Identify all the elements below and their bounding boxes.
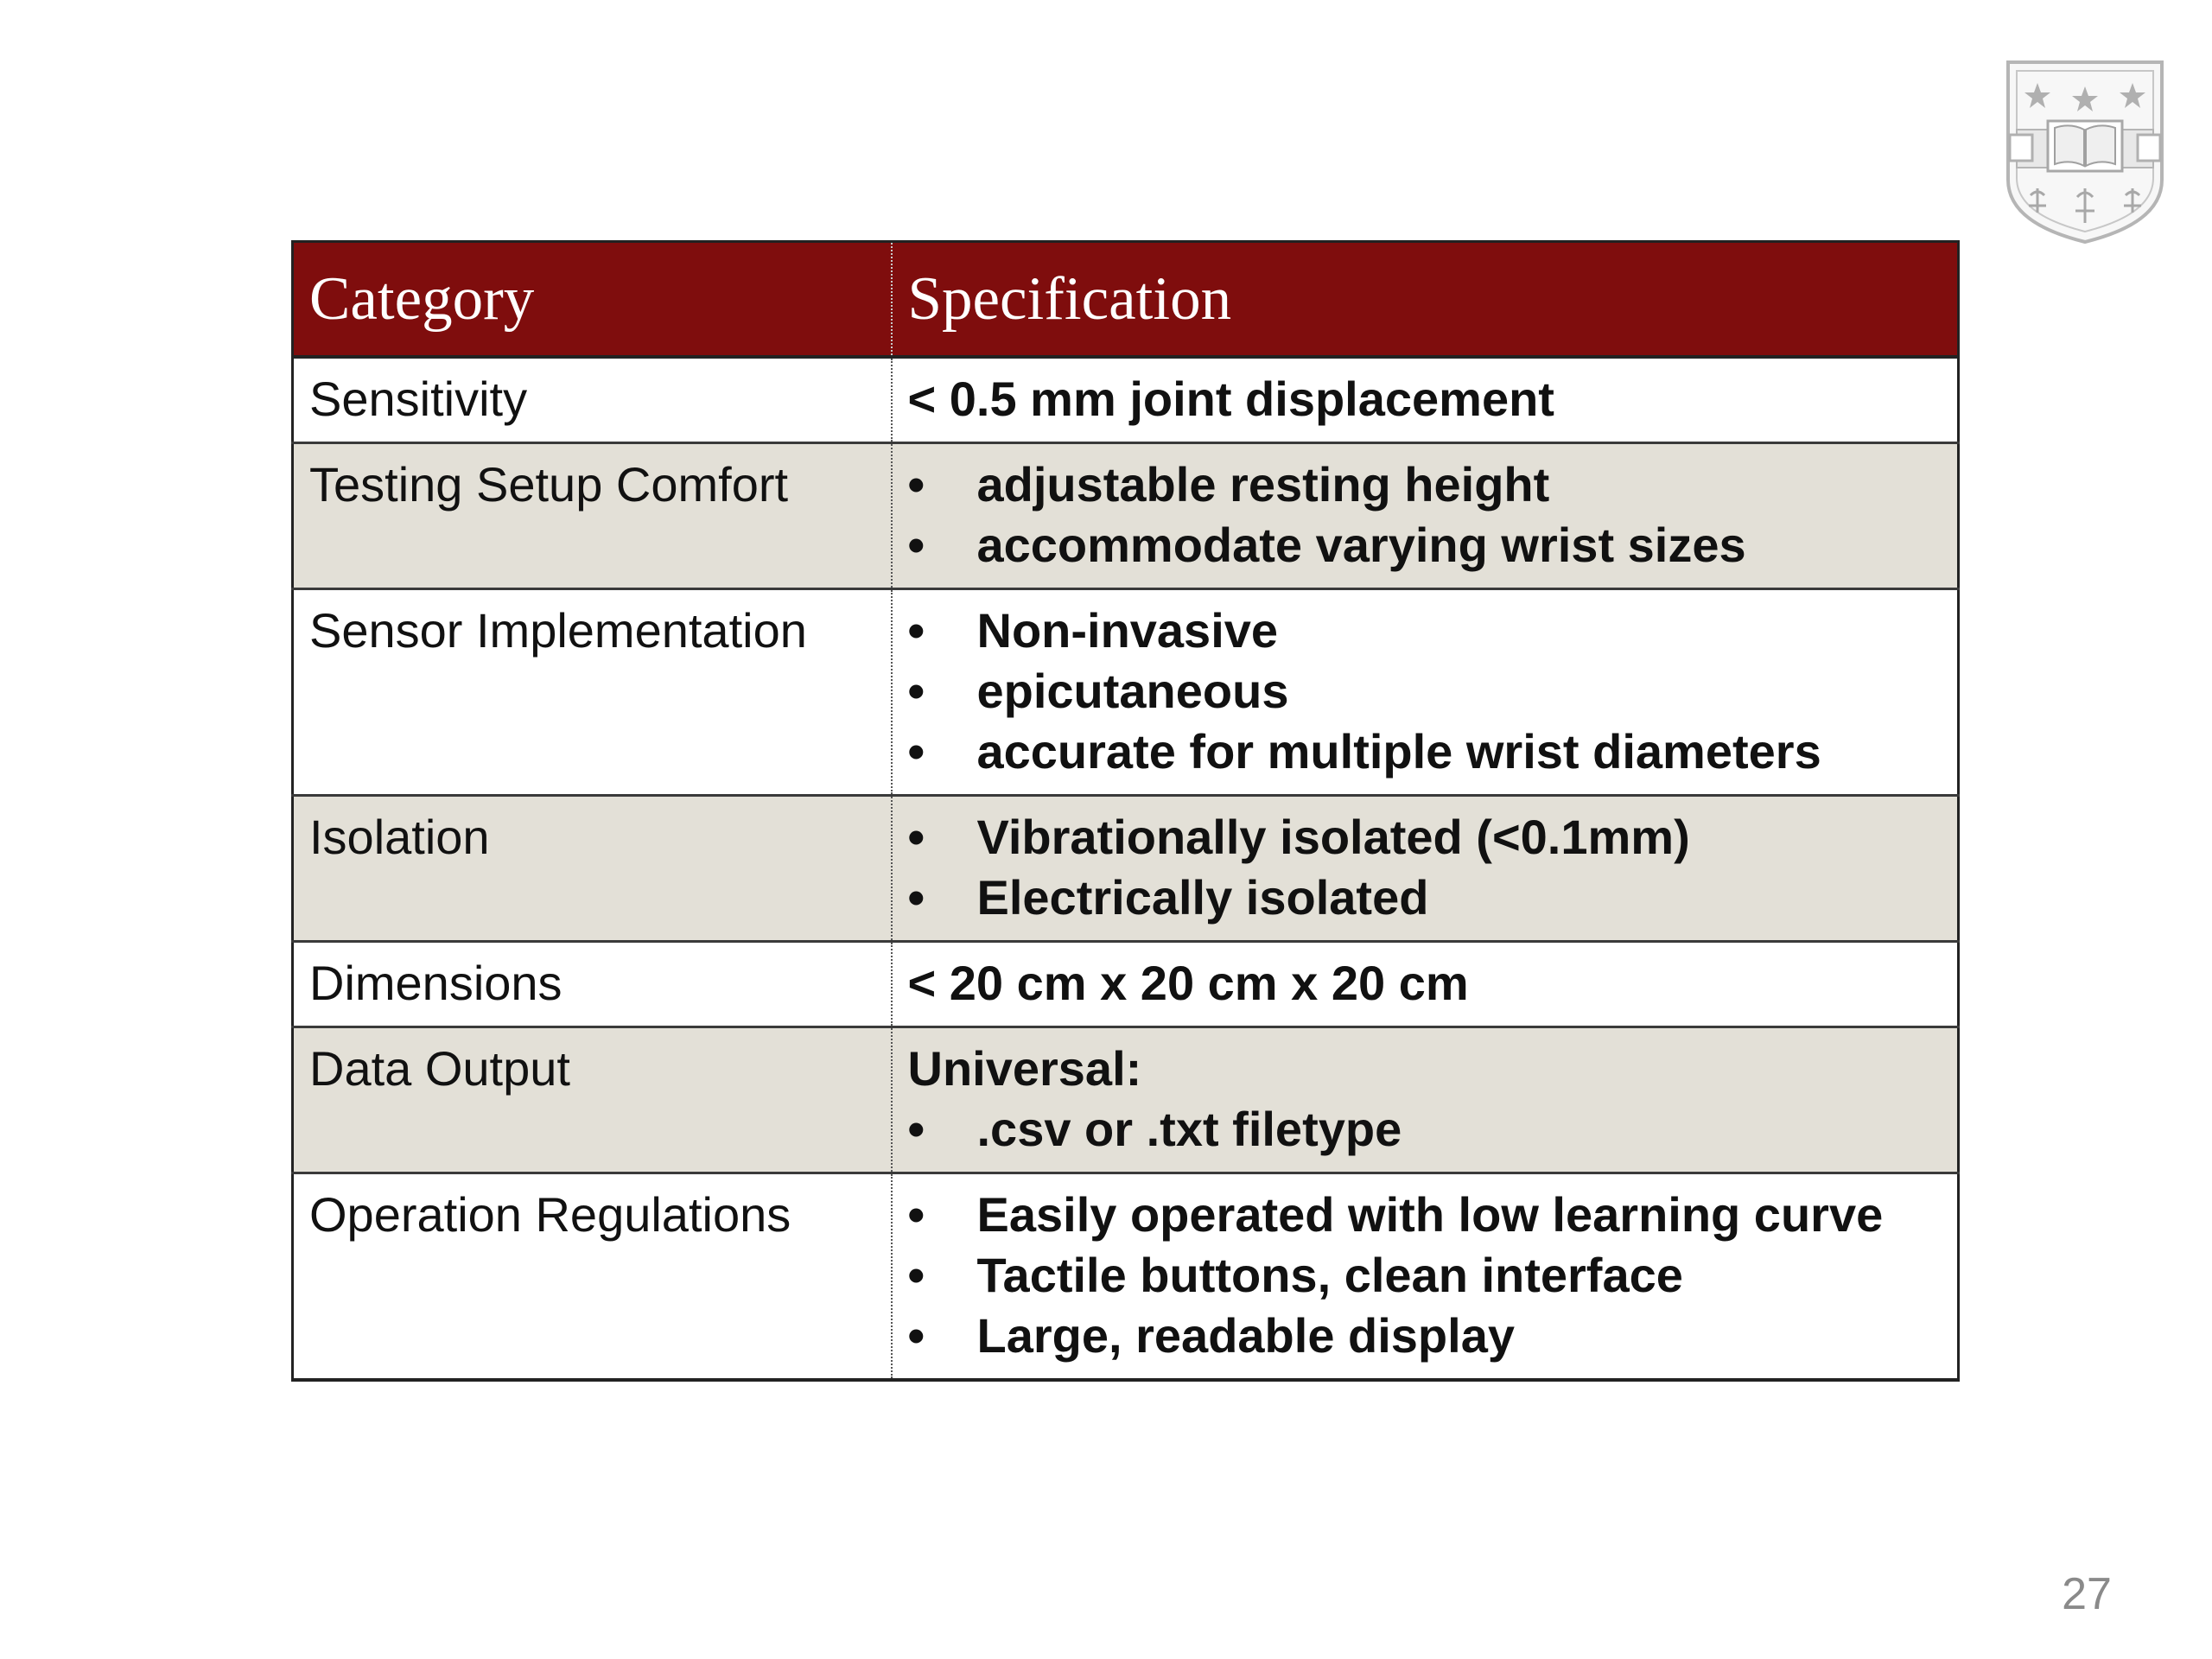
category-cell: Sensitivity [293,357,892,443]
table-row [293,1027,1959,1173]
table-row [293,1173,1959,1381]
bullet-item: • .csv or .txt filetype [908,1099,1942,1160]
table-row [293,589,1959,796]
bullet-list [908,1099,1942,1160]
specification-text: < 20 cm x 20 cm x 20 cm [907,956,1469,1010]
header-category: Category [293,242,892,358]
category-cell: Testing Setup Comfort [293,443,892,589]
bullet-item: • Non-invasive [908,601,1942,661]
table-row [293,796,1959,942]
bullet-item: • Vibrationally isolated (<0.1mm) [908,807,1942,868]
table-row [293,357,1959,443]
specification-text: < 0.5 mm joint displacement [907,372,1554,426]
bullet-item: • accommodate varying wrist sizes [908,515,1942,575]
specification-cell [892,1173,1959,1381]
bullet-item: • adjustable resting height [908,454,1942,515]
bullet-list [908,1185,1942,1366]
category-cell: Dimensions [293,942,892,1027]
bullet-item: • Large, readable display [908,1306,1942,1366]
category-cell: Isolation [293,796,892,942]
specification-table [291,240,1960,1382]
specification-cell [892,589,1959,796]
specification-cell [892,942,1959,1027]
specification-cell [892,443,1959,589]
table-header-row [293,242,1959,358]
specification-cell [892,796,1959,942]
bullet-item: • accurate for multiple wrist diameters [908,721,1942,782]
page-number: 27 [2062,1569,2112,1619]
table-row [293,443,1959,589]
specification-cell [892,1027,1959,1173]
table-row [293,942,1959,1027]
specification-text: Universal: [907,1041,1142,1096]
bullet-item: • Tactile buttons, clean interface [908,1245,1942,1306]
bullet-list [908,454,1942,575]
specification-cell [892,357,1959,443]
category-cell: Data Output [293,1027,892,1173]
bullet-item: • Easily operated with low learning curve [908,1185,1942,1245]
bullet-item: • epicutaneous [908,661,1942,721]
bullet-list [908,807,1942,928]
bullet-list [908,601,1942,782]
bullet-item: • Electrically isolated [908,868,1942,928]
header-specification: Specification [892,242,1959,358]
category-cell: Operation Regulations [293,1173,892,1381]
university-crest-icon [2003,59,2167,245]
category-cell: Sensor Implementation [293,589,892,796]
